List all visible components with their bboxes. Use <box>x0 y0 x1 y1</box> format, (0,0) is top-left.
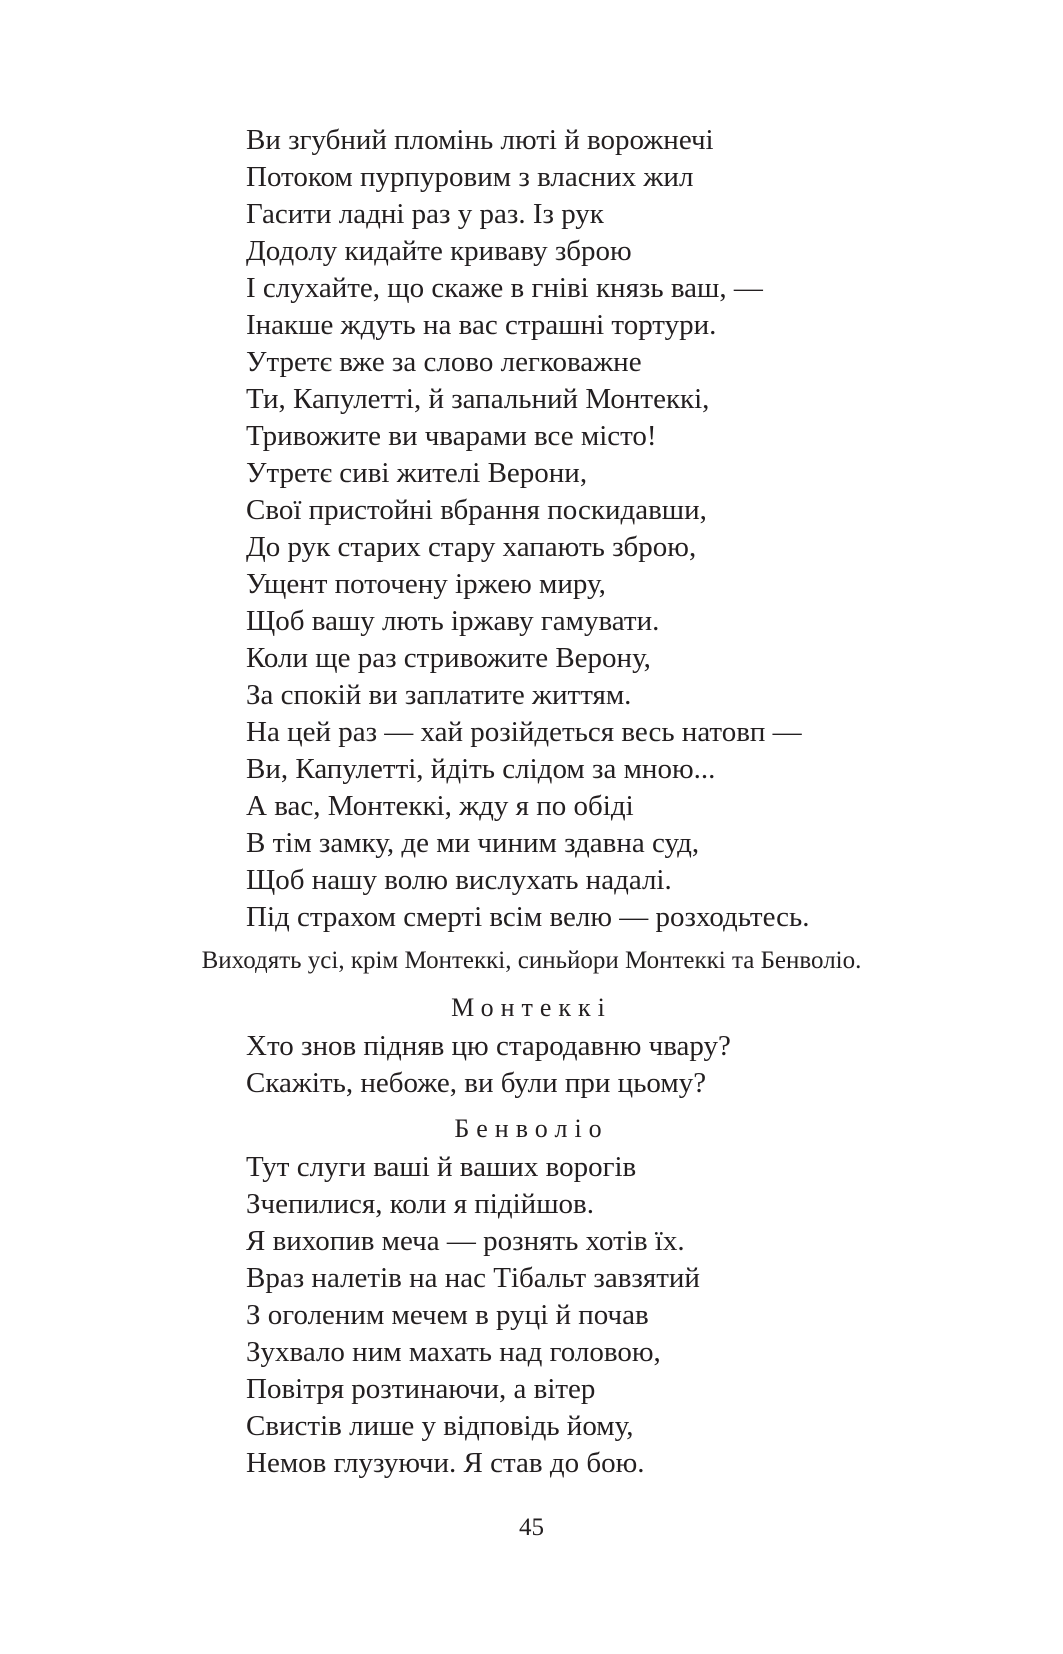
page-number: 45 <box>519 1514 544 1541</box>
speaker-name-montecchi: Монтеккі <box>451 993 612 1022</box>
verse-line: Тут слуги ваші й ваших ворогів <box>246 1151 637 1183</box>
verse-line: Зухвало ним махать над головою, <box>246 1336 661 1368</box>
verse-line: Інакше ждуть на вас страшні тортури. <box>246 309 717 341</box>
verse-line: Ущент поточену іржею миру, <box>246 568 606 600</box>
verse-line: В тім замку, де ми чиним здавна суд, <box>246 827 700 859</box>
verse-line: Тривожите ви чварами все місто! <box>246 420 657 452</box>
verse-line: Потоком пурпуровим з власних жил <box>246 161 694 193</box>
speaker-name-benvolio: Бенволіо <box>454 1114 609 1143</box>
verse-line: Гасити ладні раз у раз. Із рук <box>246 198 604 230</box>
verse-line: Немов глузуючи. Я став до бою. <box>246 1447 645 1479</box>
stage-direction: Виходять усі, крім Монтеккі, синьйори Монтеккі та Бенволіо. <box>201 947 862 974</box>
verse-line: Ви, Капулетті, йдіть слідом за мною... <box>246 753 716 785</box>
verse-line: Утретє сиві жителі Верони, <box>246 457 588 489</box>
verse-line: Щоб нашу волю вислухать надалі. <box>246 864 672 896</box>
verse-block-benvolio <box>246 1149 700 1482</box>
verse-block-montecchi <box>246 1028 731 1102</box>
verse-line: Утретє вже за слово легковажне <box>246 346 642 378</box>
verse-line: До рук старих стару хапають зброю, <box>246 531 697 563</box>
verse-line: Повітря розтинаючи, а вітер <box>246 1373 596 1405</box>
verse-line: Скажіть, небоже, ви були при цьому? <box>246 1067 707 1099</box>
verse-line: Під страхом смерті всім велю — розходьтесь. <box>246 901 810 933</box>
verse-block-prince <box>246 122 810 936</box>
verse-line: Зчепилися, коли я підійшов. <box>246 1188 594 1220</box>
verse-line: Свистів лише у відповідь йому, <box>246 1410 634 1442</box>
verse-line: За спокій ви заплатите життям. <box>246 679 632 711</box>
verse-line: Додолу кидайте криваву зброю <box>246 235 632 267</box>
verse-line: Свої пристойні вбрання поскидавши, <box>246 494 707 526</box>
verse-line: Ви згубний пломінь люті й ворожнечі <box>246 124 714 156</box>
verse-line: І слухайте, що скаже в гніві князь ваш, — <box>246 272 763 304</box>
verse-line: Щоб вашу лють іржаву гамувати. <box>246 605 660 637</box>
verse-line: Хто знов підняв цю стародавню чвару? <box>246 1030 731 1062</box>
verse-line: Я вихопив меча — рознять хотів їх. <box>246 1225 685 1257</box>
verse-line: На цей раз — хай розійдеться весь натовп — <box>246 716 802 748</box>
verse-line: З оголеним мечем в руці й почав <box>246 1299 649 1331</box>
verse-line: Враз налетів на нас Тібальт завзятий <box>246 1262 700 1294</box>
verse-line: Коли ще раз стривожите Верону, <box>246 642 651 674</box>
verse-line: А вас, Монтеккі, жду я по обіді <box>246 790 634 822</box>
verse-line: Ти, Капулетті, й запальний Монтеккі, <box>246 383 710 415</box>
